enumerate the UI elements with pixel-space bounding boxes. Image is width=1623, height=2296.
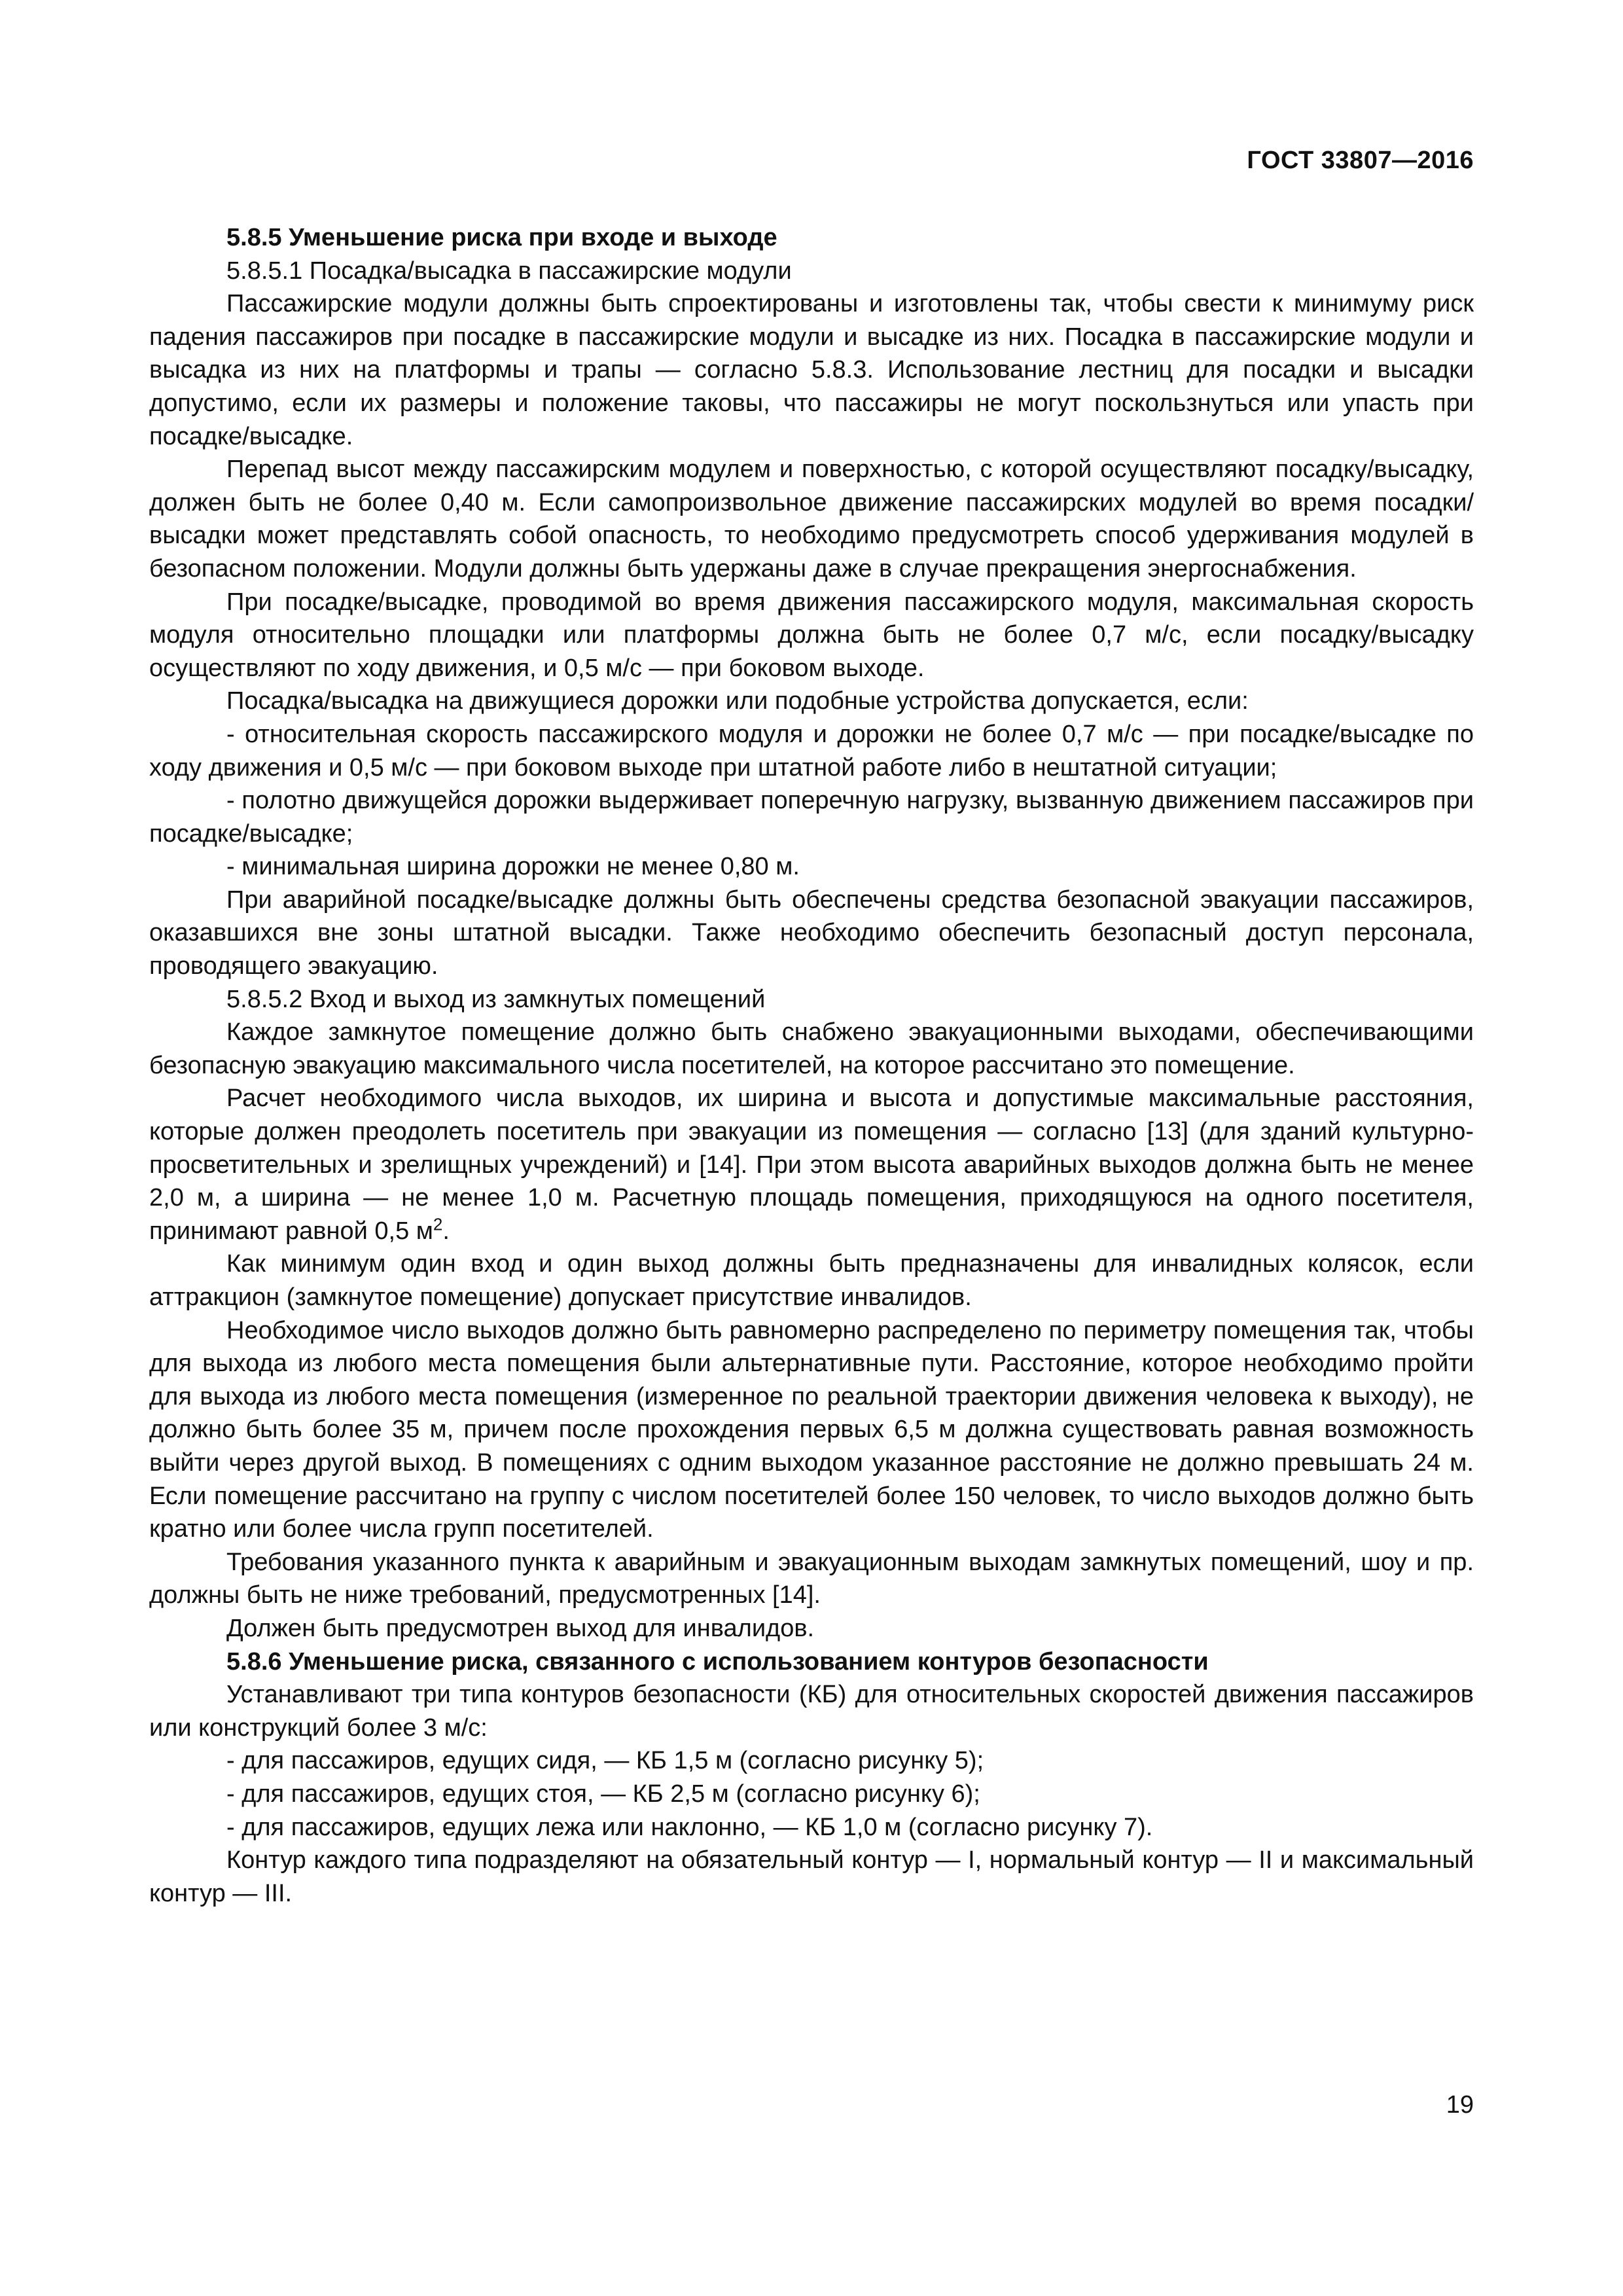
paragraph: Каждое замкнутое помещение должно быть снабжено эвакуационными выходами, обеспечивающими безопасную эвакуацию максимального числа посетителей, на которое рассчитано это помещение. bbox=[149, 1018, 1474, 1079]
paragraph: Необходимое число выходов должно быть равномерно распределено по периметру помещения так, чтобы для выхода из любого места помещения были альтернативные пути. Расстояние, которое необходимо пройти для выхода из любого места помещения (измеренное по реальной траектории движения человека к выходу), не должно быть более 35 м, причем после прохождения первых 6,5 м должна существовать равная возможность выйти через другой выход. В помещениях с одним выходом указанное расстояние не должно превышать 24 м. Если помещение рассчитано на группу с числом посетителей более 150 человек, то число выходов должно быть кратно или более числа групп посетителей. bbox=[149, 1316, 1474, 1543]
list-item: - для пассажиров, едущих стоя, — КБ 2,5 м (согласно рисунку 6); bbox=[226, 1780, 980, 1808]
subsection-heading-5-8-5-2: 5.8.5.2 Вход и выход из замкнутых помещений bbox=[226, 985, 766, 1013]
paragraph: Посадка/высадка на движущиеся дорожки или подобные устройства допускается, если: bbox=[226, 687, 1249, 715]
superscript: 2 bbox=[433, 1214, 443, 1234]
paragraph: Должен быть предусмотрен выход для инвалидов. bbox=[226, 1614, 815, 1642]
document-header-id: ГОСТ 33807—2016 bbox=[1247, 147, 1474, 174]
section-heading-5-8-5: 5.8.5 Уменьшение риска при входе и выходе bbox=[226, 224, 777, 251]
subsection-heading-5-8-5-1: 5.8.5.1 Посадка/высадка в пассажирские модули bbox=[226, 257, 792, 285]
paragraph: При посадке/высадке, проводимой во время движения пассажирского модуля, максимальная скорость модуля относительно площадки или платформы должна быть не более 0,7 м/с, если посадку/высадку осуществляют по ходу движения, и 0,5 м/с — при боковом выходе. bbox=[149, 588, 1474, 682]
list-item: - для пассажиров, едущих сидя, — КБ 1,5 м (согласно рисунку 5); bbox=[226, 1747, 984, 1775]
list-item: - минимальная ширина дорожки не менее 0,80 м. bbox=[226, 853, 800, 881]
paragraph: Перепад высот между пассажирским модулем и поверхностью, с которой осуществляют посадку/высадку, должен быть не более 0,40 м. Если самопроизвольное движение пассажирских модулей во время посадки/высадки может представлять собой опасность, то необходимо предусмотреть способ удерживания модулей в безопасном положении. Модули должны быть удержаны даже в случае прекращения энергоснабжения. bbox=[149, 456, 1474, 583]
list-item: - относительная скорость пассажирского модуля и дорожки не более 0,7 м/с — при посадке/высадке по ходу движения и 0,5 м/с — при боковом выходе при штатной работе либо в нештатной ситуации; bbox=[149, 720, 1474, 781]
paragraph-text: Расчет необходимого числа выходов, их ширина и высота и допустимые максимальные расстояния, которые должен преодолеть посетитель при эвакуации из помещения — согласно [13] (для зданий культурно-просветительных и зрелищных учреждений) и [14]. При этом высота аварийных выходов должна быть не менее 2,0 м, а ширина — не менее 1,0 м. Расчетную площадь помещения, приходящуюся на одного посетителя, принимают равной 0,5 м bbox=[149, 1085, 1474, 1245]
document-body bbox=[149, 221, 1474, 1910]
paragraph-end: . bbox=[442, 1217, 450, 1245]
section-heading-5-8-6: 5.8.6 Уменьшение риска, связанного с использованием контуров безопасности bbox=[226, 1647, 1209, 1676]
page-number: 19 bbox=[1446, 2091, 1474, 2119]
paragraph: Контур каждого типа подразделяют на обязательный контур — I, нормальный контур — II и максимальный контур — III. bbox=[149, 1846, 1474, 1907]
list-item: - для пассажиров, едущих лежа или наклонно, — КБ 1,0 м (согласно рисунку 7). bbox=[226, 1813, 1153, 1841]
paragraph: Пассажирские модули должны быть спроектированы и изготовлены так, чтобы свести к минимуму риск падения пассажиров при посадке в пассажирские модули и высадке из них. Посадка в пассажирские модули и высадка из них на платформы и трапы — согласно 5.8.3. Использование лестниц для посадки и высадки допустимо, если их размеры и положение таковы, что пассажиры не могут поскользнуться или упасть при посадке/высадке. bbox=[149, 290, 1474, 450]
paragraph: Как минимум один вход и один выход должны быть предназначены для инвалидных колясок, если аттракцион (замкнутое помещение) допускает присутствие инвалидов. bbox=[149, 1250, 1474, 1311]
paragraph: Устанавливают три типа контуров безопасности (КБ) для относительных скоростей движения пассажиров или конструкций более 3 м/с: bbox=[149, 1681, 1474, 1742]
paragraph: Требования указанного пункта к аварийным и эвакуационным выходам замкнутых помещений, шоу и пр. должны быть не ниже требований, предусмотренных [14]. bbox=[149, 1548, 1474, 1609]
list-item: - полотно движущейся дорожки выдерживает поперечную нагрузку, вызванную движением пассажиров при посадке/высадке; bbox=[149, 787, 1474, 848]
paragraph bbox=[149, 1082, 1474, 1247]
paragraph: При аварийной посадке/высадке должны быть обеспечены средства безопасной эвакуации пассажиров, оказавшихся вне зоны штатной высадки. Также необходимо обеспечить безопасный доступ персонала, проводящего эвакуацию. bbox=[149, 886, 1474, 980]
